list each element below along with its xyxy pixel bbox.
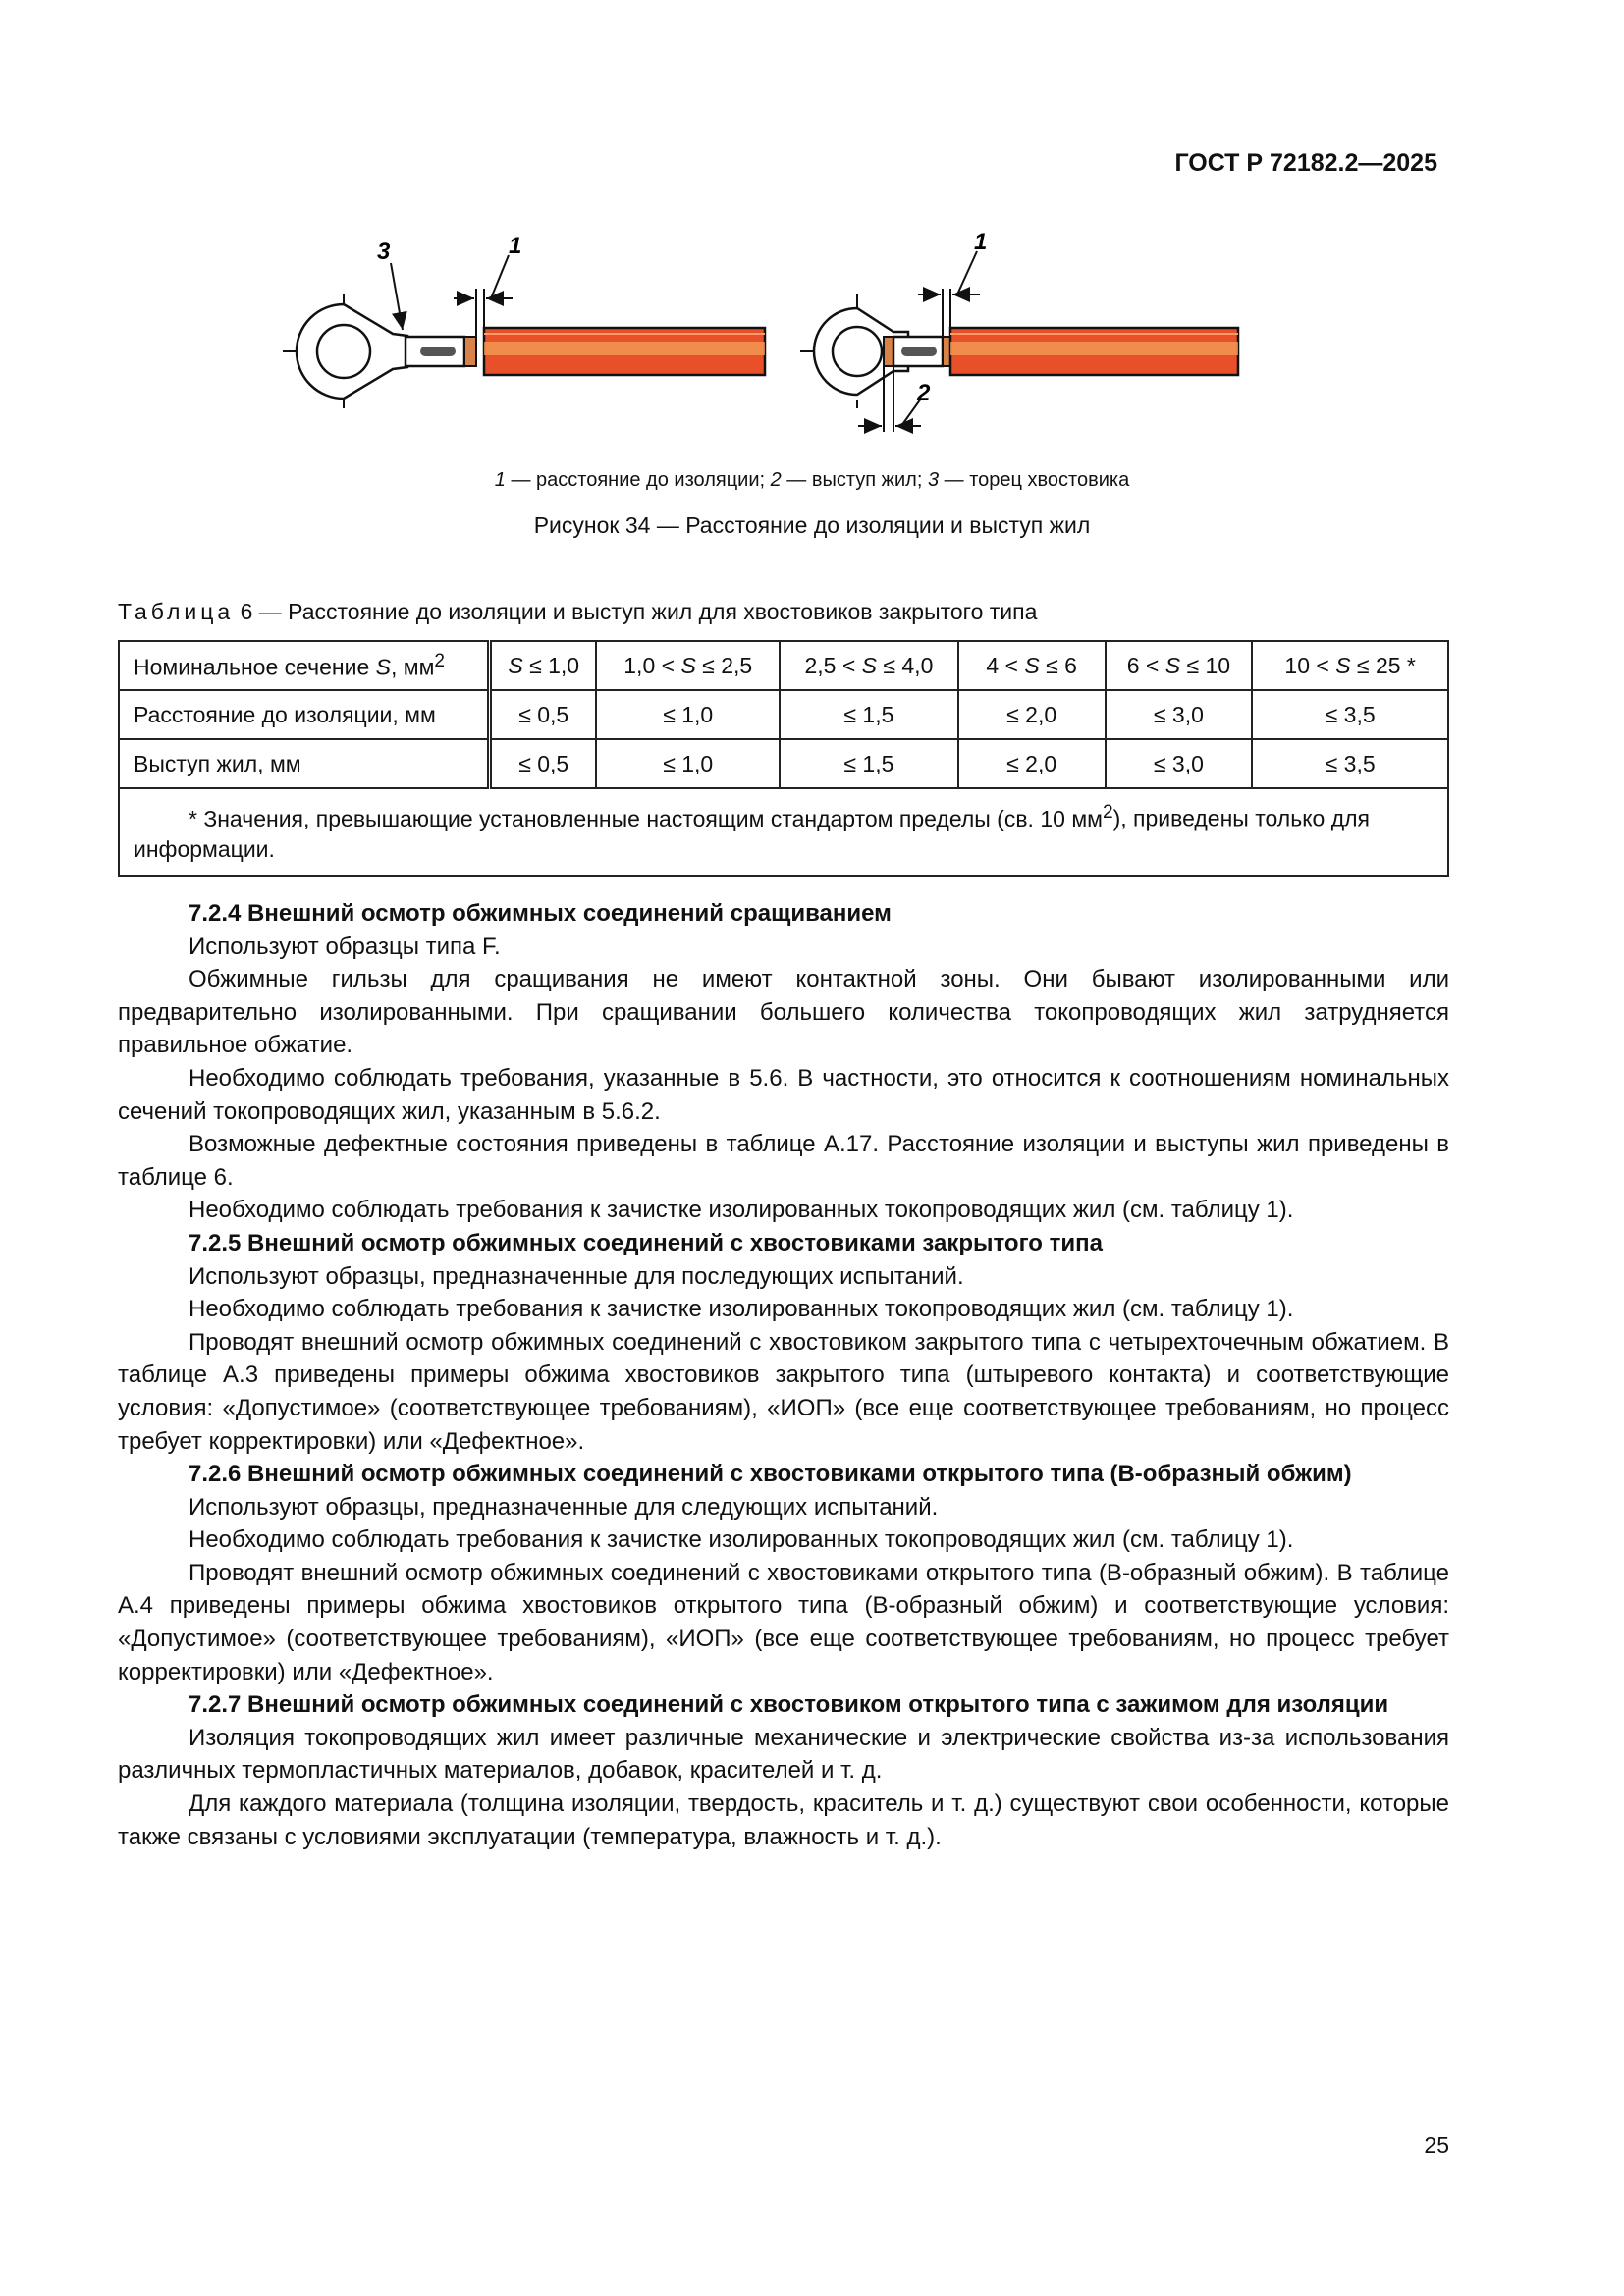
- legend-text: — выступ жил;: [781, 469, 928, 491]
- right-terminal-drawing: [800, 251, 1238, 432]
- table-footnote: * Значения, превышающие установленные настоящим стандартом пределы (св. 10 $мм^2$), приведены только для информации.: [119, 788, 1448, 876]
- table-cell: ≤ 3,0: [1106, 739, 1253, 788]
- paragraph: Используют образцы, предназначенные для следующих испытаний.: [189, 1493, 939, 1521]
- distance-table: [118, 640, 1449, 877]
- paragraph: Проводят внешний осмотр обжимных соединений с хвостовиками открытого типа (В-образный обжим). В таблице А.4 приведены примеры обжима хвостовиков открытого типа (В-образный обжим) и соответствующие условия: «Допустимое» (соответствующее требованиям), «ИОП» (все еще соответствующее требованиям, но процесс требует корректировки) или «Дефектное».: [118, 1559, 1449, 1685]
- table-cell: ≤ 3,5: [1252, 739, 1448, 788]
- standard-designation: ГОСТ Р 72182.2—2025: [1174, 149, 1437, 177]
- legend-text: — торец хвостовика: [939, 469, 1130, 491]
- column-header: 10 < S ≤ 25 *: [1252, 641, 1448, 690]
- paragraph: Обжимные гильзы для сращивания не имеют контактной зоны. Они бывают изолированными или предварительно изолированными. При сращивании большего количества токопроводящих жил затрудняется правильное обжатие.: [118, 966, 1449, 1059]
- table-cell: ≤ 3,5: [1252, 690, 1448, 739]
- paragraph: Необходимо соблюдать требования, указанные в 5.6. В частности, это относится к соотношениям номинальных сечений токопроводящих жил, указанным в 5.6.2.: [118, 1064, 1449, 1125]
- figure-legend: [0, 469, 1624, 492]
- paragraph: Проводят внешний осмотр обжимных соединений с хвостовиком закрытого типа с четырехточечным обжатием. В таблице А.3 приведены примеры обжима хвостовиков закрытого типа (штыревого контакта) и соответствующие условия: «Допустимое» (соответствующее требованиям), «ИОП» (все еще соответствующее требованиям, но процесс требует корректировки) или «Дефектное».: [118, 1328, 1449, 1455]
- section-heading: 7.2.4 Внешний осмотр обжимных соединений сращиванием: [189, 900, 892, 927]
- callout-3: 3: [377, 239, 391, 265]
- table-cell: ≤ 3,0: [1106, 690, 1253, 739]
- paragraph: Необходимо соблюдать требования к зачистке изолированных токопроводящих жил (см. таблицу 1).: [189, 1526, 1294, 1554]
- callout-1-right: 1: [974, 229, 988, 255]
- table-header-row: [119, 641, 1448, 690]
- table-cell: ≤ 1,5: [780, 690, 958, 739]
- left-wire-insulation: [484, 328, 765, 375]
- table-title-text: 6 — Расстояние до изоляции и выступ жил для хвостовиков закрытого типа: [234, 599, 1038, 624]
- paragraph: Необходимо соблюдать требования к зачистке изолированных токопроводящих жил (см. таблицу 1).: [189, 1296, 1294, 1323]
- legend-num: 1: [494, 469, 506, 491]
- callout-2: 2: [917, 380, 931, 406]
- paragraph: Для каждого материала (толщина изоляции, твердость, краситель и т. д.) существуют свои особенности, которые также связаны с условиями эксплуатации (температура, влажность и т. д.).: [118, 1790, 1449, 1850]
- column-header: S ≤ 1,0: [490, 641, 597, 690]
- paragraph: Возможные дефектные состояния приведены в таблице А.17. Расстояние изоляции и выступы жил приведены в таблице 6.: [118, 1131, 1449, 1191]
- table-note-row: [119, 788, 1448, 876]
- section-heading: 7.2.5 Внешний осмотр обжимных соединений с хвостовиками закрытого типа: [189, 1229, 1103, 1256]
- table-cell: ≤ 0,5: [490, 739, 597, 788]
- section-heading: 7.2.6 Внешний осмотр обжимных соединений с хвостовиками открытого типа (В-образный обжим): [189, 1461, 1352, 1488]
- table-cell: ≤ 1,0: [596, 739, 780, 788]
- crimp-terminal-figure: [265, 224, 1345, 459]
- body-text: [118, 897, 1449, 1853]
- table-row: [119, 690, 1448, 739]
- column-header: 6 < S ≤ 10: [1106, 641, 1253, 690]
- column-header: 4 < S ≤ 6: [958, 641, 1106, 690]
- table-cell: ≤ 2,0: [958, 739, 1106, 788]
- column-header: 2,5 < S ≤ 4,0: [780, 641, 958, 690]
- table-title-prefix: Таблица: [118, 599, 235, 624]
- legend-text: — расстояние до изоляции;: [505, 469, 771, 491]
- paragraph: Используют образцы, предназначенные для последующих испытаний.: [189, 1262, 964, 1290]
- right-wire-insulation: [950, 328, 1238, 375]
- callout-1-left: 1: [509, 233, 522, 259]
- table-cell: ≤ 1,5: [780, 739, 958, 788]
- paragraph: Необходимо соблюдать требования к зачистке изолированных токопроводящих жил (см. таблицу 1).: [189, 1197, 1294, 1224]
- legend-num: 2: [770, 469, 782, 491]
- header-cell: Номинальное сечение S, $мм^2$: [119, 641, 490, 690]
- paragraph: Изоляция токопроводящих жил имеет различные механические и электрические свойства из-за использования различных термопластичных материалов, добавок, красителей и т. д.: [118, 1724, 1449, 1785]
- paragraph: Используют образцы типа F.: [189, 933, 501, 960]
- table-title: [118, 599, 1037, 625]
- table-cell: ≤ 1,0: [596, 690, 780, 739]
- column-header: 1,0 < S ≤ 2,5: [596, 641, 780, 690]
- left-terminal-drawing: [283, 255, 765, 408]
- page-number: 25: [1424, 2132, 1449, 2158]
- section-heading: 7.2.7 Внешний осмотр обжимных соединений с хвостовиком открытого типа с зажимом для изоляции: [189, 1691, 1389, 1719]
- table-cell: ≤ 0,5: [490, 690, 597, 739]
- row-label: Выступ жил, мм: [119, 739, 490, 788]
- table-cell: ≤ 2,0: [958, 690, 1106, 739]
- row-label: Расстояние до изоляции, мм: [119, 690, 490, 739]
- figure-caption: Рисунок 34 — Расстояние до изоляции и выступ жил: [533, 512, 1091, 538]
- table-row: [119, 739, 1448, 788]
- legend-num: 3: [927, 469, 940, 491]
